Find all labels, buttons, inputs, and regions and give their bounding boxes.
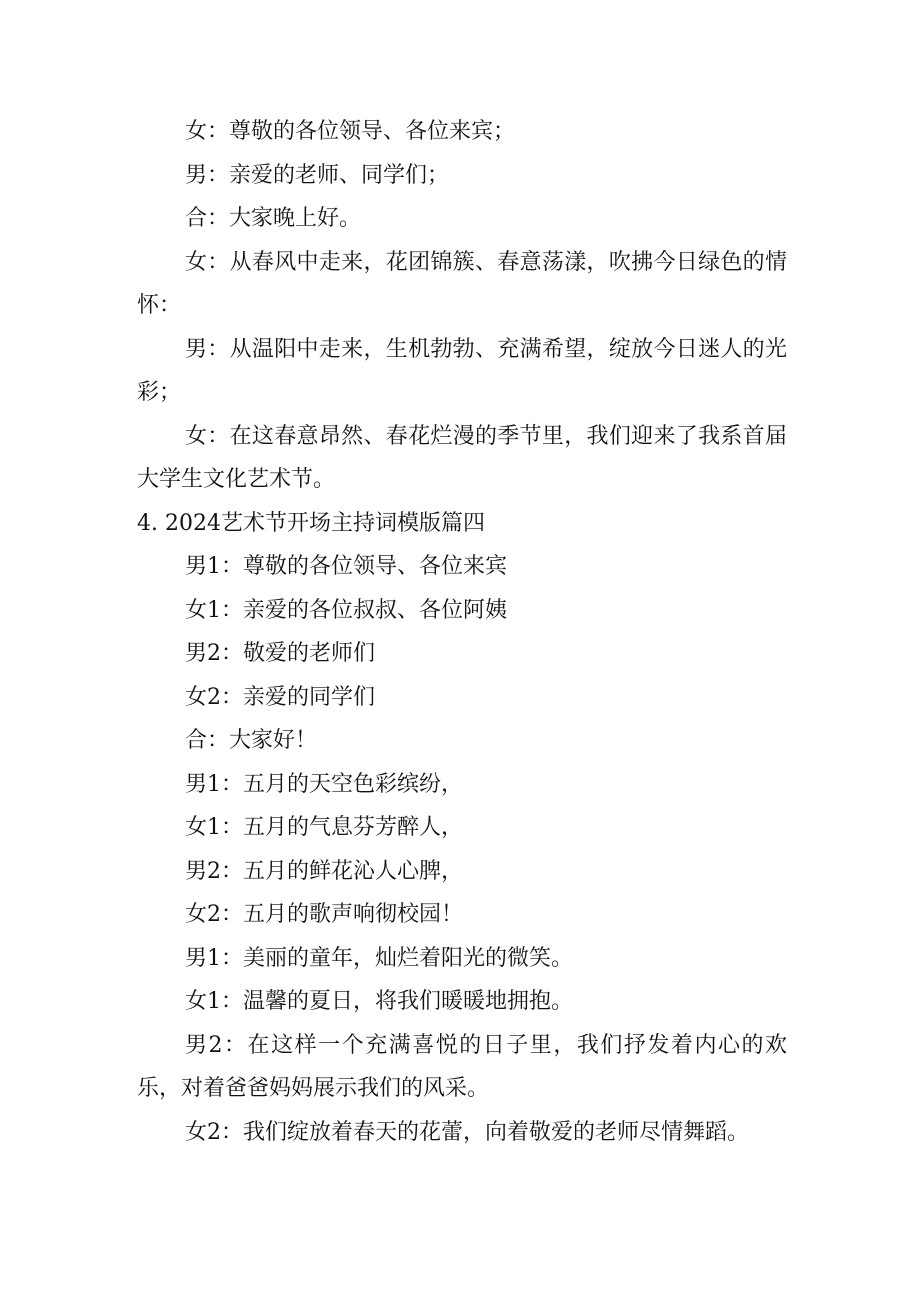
- paragraph: 合：大家晚上好。: [185, 206, 362, 231]
- paragraph: 男2：敬爱的老师们: [185, 641, 375, 666]
- paragraph: 合：大家好！: [185, 728, 318, 753]
- paragraph: 女2：亲爱的同学们: [185, 684, 375, 710]
- paragraph: 男1：五月的天空色彩缤纷，: [185, 771, 463, 797]
- paragraph: 女2：五月的歌声响彻校园！: [185, 902, 463, 927]
- document-body: [137, 110, 787, 1154]
- paragraph: 女1：温馨的夏日，将我们暖暖地拥抱。: [185, 989, 573, 1014]
- paragraph: 男：亲爱的老师、同学们；: [185, 162, 450, 188]
- section-heading: 4. 2024艺术节开场主持词模版篇四: [137, 510, 485, 536]
- paragraph: 女1：亲爱的各位叔叔、各位阿姨: [185, 597, 507, 623]
- paragraph: 男：从温阳中走来，生机勃勃、充满希望，绽放今日迷人的光彩；: [137, 336, 787, 405]
- paragraph: 女2：我们绽放着春天的花蕾，向着敬爱的老师尽情舞蹈。: [185, 1119, 749, 1145]
- paragraph: 女：在这春意昂然、春花烂漫的季节里，我们迎来了我系首届大学生文化艺术节。: [137, 423, 787, 492]
- paragraph: 女：从春风中走来，花团锦簇、春意荡漾，吹拂今日绿色的情怀：: [137, 249, 787, 318]
- paragraph: 男2：五月的鲜花沁人心脾，: [185, 858, 463, 884]
- paragraph: 女1：五月的气息芬芳醉人，: [185, 815, 463, 840]
- paragraph: 女：尊敬的各位领导、各位来宾；: [185, 119, 516, 144]
- paragraph: 男1：尊敬的各位领导、各位来宾: [185, 554, 507, 579]
- paragraph: 男2：在这样一个充满喜悦的日子里，我们抒发着内心的欢乐，对着爸爸妈妈展示我们的风采。: [137, 1032, 787, 1101]
- paragraph: 男1：美丽的童年，灿烂着阳光的微笑。: [185, 945, 573, 971]
